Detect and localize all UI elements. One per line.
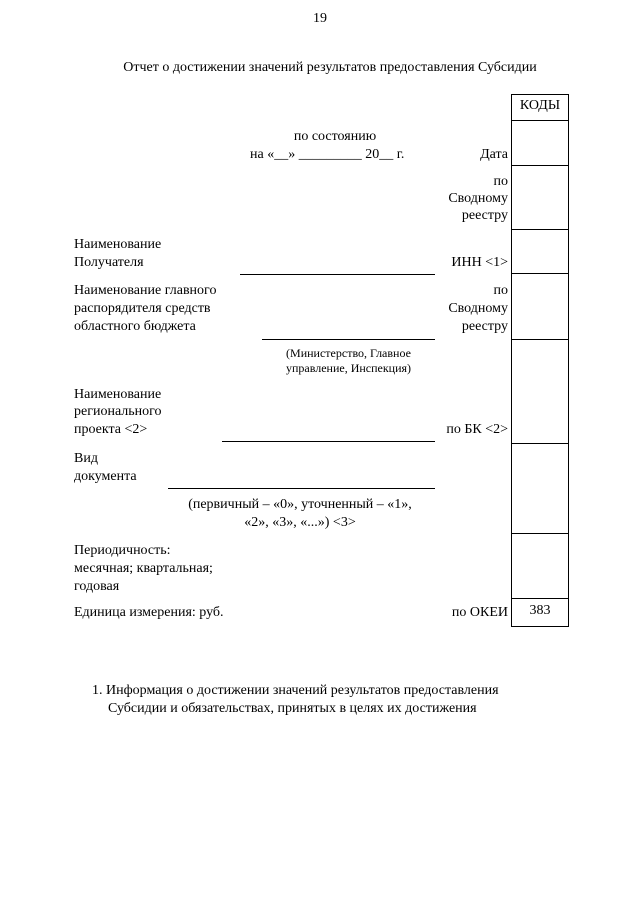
- okei-code-value: 383: [529, 603, 551, 618]
- chief-manager-fill-line: [262, 339, 435, 340]
- doc-type-fill-line: [168, 488, 435, 489]
- regional-project-label-line2: регионального: [74, 404, 162, 419]
- report-title: Отчет о достижении значений результатов предоставления Субсидии: [123, 60, 537, 75]
- section-1-heading-line1: 1. Информация о достижении значений результатов предоставления: [92, 683, 499, 698]
- periodicity-label-line1: Периодичность:: [74, 543, 171, 558]
- code-cell-inn: [512, 229, 568, 230]
- code-cell-registry-1: [512, 165, 568, 166]
- regional-project-label-line3: проекта <2>: [74, 422, 148, 437]
- chief-manager-hint-line2: управление, Инспекция): [285, 361, 412, 375]
- registry-label-1-line3: реестру: [461, 208, 508, 223]
- doc-type-label-line2: документа: [74, 469, 137, 484]
- inn-label: ИНН <1>: [451, 255, 508, 270]
- code-cell-date: [512, 120, 568, 121]
- unit-label: Единица измерения: руб.: [74, 605, 224, 620]
- registry-label-2-line3: реестру: [461, 319, 508, 334]
- chief-manager-label-line1: Наименование главного: [74, 283, 217, 298]
- doc-type-hint-line2: «2», «3», «...») <3>: [244, 515, 356, 530]
- as-of-date: на «__» _________ 20__ г.: [250, 147, 405, 162]
- date-label: Дата: [480, 147, 508, 162]
- okei-label: по ОКЕИ: [451, 605, 508, 620]
- code-cell-periodicity: [512, 533, 568, 534]
- page-number: 19: [313, 11, 327, 26]
- doc-type-label-line1: Вид: [74, 451, 98, 466]
- chief-manager-label-line2: распорядителя средств: [74, 301, 211, 316]
- registry-label-2-line2: Сводному: [448, 301, 508, 316]
- code-cell-okei: [512, 598, 568, 599]
- code-cell-bk: [512, 339, 568, 340]
- bk-label: по БК <2>: [446, 422, 508, 437]
- registry-label-2-line1: по: [493, 283, 508, 298]
- recipient-label-line2: Получателя: [74, 255, 144, 270]
- regional-project-fill-line: [222, 441, 435, 442]
- chief-manager-hint-line1: (Министерство, Главное: [286, 346, 411, 360]
- doc-type-hint-line1: (первичный – «0», уточненный – «1»,: [188, 497, 412, 512]
- chief-manager-label-line3: областного бюджета: [74, 319, 196, 334]
- as-of-label: по состоянию: [293, 129, 377, 144]
- registry-label-1-line2: Сводному: [448, 191, 508, 206]
- recipient-label-line1: Наименование: [74, 237, 162, 252]
- regional-project-label-line1: Наименование: [74, 387, 162, 402]
- periodicity-label-line3: годовая: [74, 579, 120, 594]
- periodicity-label-line2: месячная; квартальная;: [74, 561, 213, 576]
- code-cell-doc-type: [512, 443, 568, 444]
- registry-label-1-line1: по: [493, 174, 508, 189]
- codes-column: [511, 94, 569, 627]
- code-cell-registry-2: [512, 273, 568, 274]
- recipient-fill-line: [240, 274, 435, 275]
- codes-header: КОДЫ: [519, 98, 561, 113]
- section-1-heading-line2: Субсидии и обязательствах, принятых в целях их достижения: [108, 701, 477, 716]
